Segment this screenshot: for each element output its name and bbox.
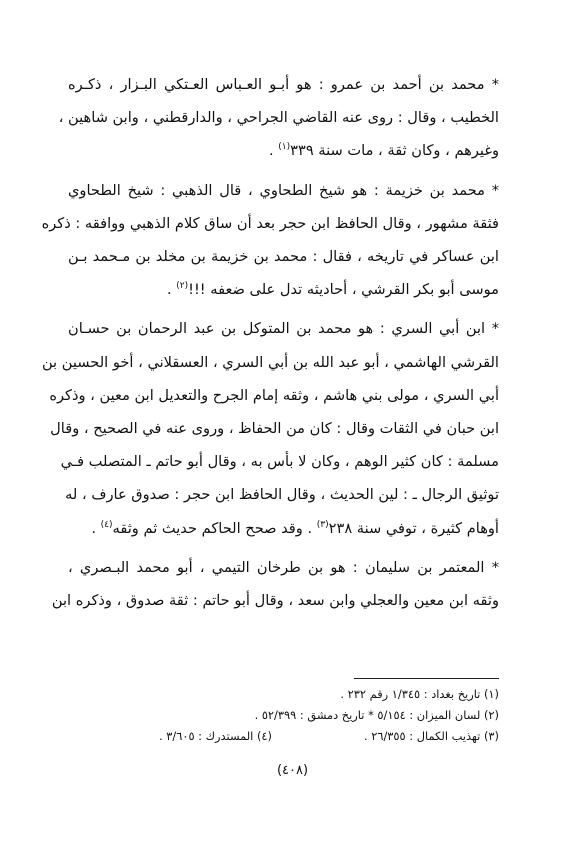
- text-line: ابن حبان في الثقات وقال : كان من الحفاظ ، وروى عنه في الصحيح ، وقال: [50, 420, 499, 438]
- footnote-3: (٣) تهذيب الكمال : ٢٦/٣٥٥ .: [363, 729, 499, 743]
- line-text: وغيرهم ، وكان ثقة ، مات سنة ٣٣٩: [290, 142, 499, 160]
- line-text: . وقد صحح الحاكم حديث ثم وثقه: [112, 519, 317, 537]
- text-line: * ابن أبي السري : هو محمد بن المتوكل بن عبد الرحمان بن حسـان: [68, 320, 499, 338]
- text-line: وثقه ابن معين والعجلي وابن سعد ، وقال أبو حاتم : ثقة صدوق ، وذكره ابن: [51, 592, 499, 610]
- line-end: .: [166, 281, 177, 299]
- entry-al-mutamir: [51, 551, 499, 617]
- line-end: .: [269, 142, 279, 160]
- text-line: * محمد بن خزيمة : هو شيخ الطحاوي ، قال الذهبي : شيخ الطحاوي: [68, 181, 499, 199]
- text-line: * المعتمر بن سليمان : هو بن طرخان التيمي ، أبو محمد البـصري ،: [68, 558, 499, 576]
- footnote-1: (١) تاريخ بغداد : ١/٣٤٥ رقم ٢٣٢ .: [340, 687, 499, 701]
- text-line: * محمد بن أحمد بن عمرو : هو أبـو العـباس العـتكي البـزار ، ذكـره: [68, 76, 499, 93]
- footnote-separator: [354, 678, 499, 679]
- footnote-row: [68, 726, 499, 747]
- footnote-ref-2: (٢): [176, 281, 189, 292]
- footnotes: [68, 684, 499, 747]
- text-line: ابن عساكر في تاريخه ، فقال : محمد بن خزيمة بن مخلد بن مـحمد بـن: [68, 248, 499, 266]
- footnote-4: (٤) المستدرك : ٣/٦٠٥ .: [159, 729, 272, 743]
- line-text: موسى أبو بكر القرشي ، أحاديثه تدل على ضعفه !!!: [188, 281, 499, 299]
- line-end: .: [91, 519, 101, 537]
- line-text: أوهام كثيرة ، توفي سنة ٢٣٨: [328, 519, 499, 537]
- entry-muhammad-ibn-khuzayma: [41, 174, 499, 307]
- text-line: الخطيب ، وقال : روى عنه القاضي الجراحي ، والدارقطني ، وابن شاهين ،: [58, 109, 499, 127]
- footnote-2: (٢) لسان الميزان : ٥/١٥٤ * تاريخ دمشق : ٥٢/٣٩٩ .: [254, 708, 499, 722]
- text-line: القرشي الهاشمي ، أبو عبد الله بن أبي السري ، العسقلاني ، أخو الحسين بن: [41, 353, 499, 371]
- entry-muhammad-ibn-ahmad: [58, 68, 499, 168]
- footnote-ref-3: (٣): [316, 519, 329, 530]
- text-line: [68, 273, 499, 306]
- page-number: (٤٠٨): [276, 763, 309, 778]
- text-line: توثيق الرجال ـ : لين الحديث ، وقال الحافظ ابن حجر : صدوق عارف ، له: [65, 486, 499, 504]
- text-line: مسلمة : كان كثير الوهم ، وكان لا بأس به ، وقال أبو حاتم ـ المتصلب فـي: [60, 453, 499, 471]
- footnote-pair: [159, 726, 499, 747]
- footnote-ref-4: (٤): [100, 519, 113, 530]
- main-text: [41, 68, 499, 617]
- entry-ibn-abi-al-sari: [41, 312, 499, 544]
- footnote-ref-1: (١): [278, 142, 291, 153]
- text-line: فثقة مشهور ، وقال الحافظ ابن حجر بعد أن ساق كلام الذهبي ووافقه : ذكره: [41, 214, 499, 232]
- text-line: أبي السري ، مولى بني هاشم ، وثقه إمام الجرح والتعديل ابن معين ، وذكره: [49, 386, 499, 404]
- text-line: [68, 512, 499, 545]
- text-line: [68, 134, 499, 167]
